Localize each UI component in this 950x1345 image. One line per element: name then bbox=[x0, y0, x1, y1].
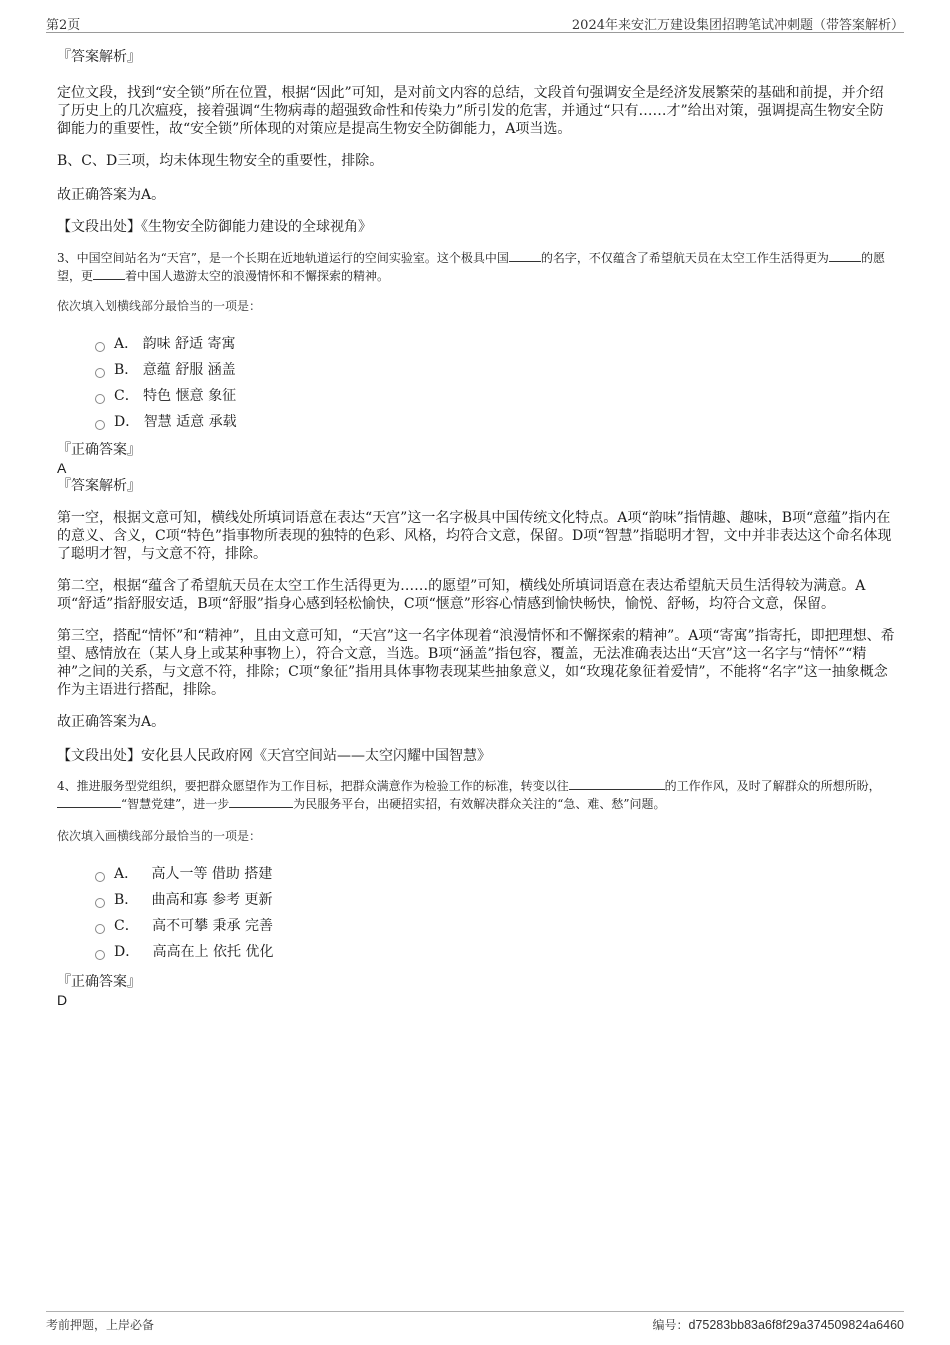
q2-analysis-paragraph-2: B、C、D三项，均未体现生物安全的重要性，排除。 bbox=[57, 153, 384, 169]
q2-source: 【文段出处】《生物安全防御能力建设的全球视角》 bbox=[57, 219, 372, 235]
q4-option-a[interactable]: A． 高人一等 借助 搭建 bbox=[95, 861, 897, 887]
q3-blank-2[interactable] bbox=[829, 249, 861, 262]
q3-analysis-paragraph-1: 第一空，根据文意可知，横线处所填词语意在表达“天宫”这一名字极具中国传统文化特点。A项“韵味”指情趣、趣味，B项“意蕴”指内在的意义、含义，C项“特色”指事物所表现的独特的色彩、风格，均符合文意，保留。D项“智慧”指聪明才智，文中并非表达这个命名体现了聪明才智，与文意不符，排除。 bbox=[57, 510, 892, 562]
radio-icon[interactable] bbox=[95, 924, 105, 934]
q4-blank-2[interactable] bbox=[57, 795, 121, 808]
q3-analysis-paragraph-2: 第二空，根据“蕴含了希望航天员在太空工作生活得更为……的愿望”可知，横线处所填词语意在表达希望航天员生活得较为满意。A项“舒适”指舒服安适，B项“舒服”指身心感到轻松愉快，C项“惬意”形容心情感到愉快畅快，愉悦、舒畅，均符合文意，保留。 bbox=[57, 578, 866, 612]
document-title: 2024年来安汇万建设集团招聘笔试冲刺题（带答案解析） bbox=[571, 18, 904, 33]
radio-icon[interactable] bbox=[95, 950, 105, 960]
q4-option-b[interactable]: B． 曲高和寡 参考 更新 bbox=[95, 887, 897, 913]
q3-stem: 3、中国空间站名为“天宫”，是一个长期在近地轨道运行的空间实验室。这个极具中国 的名字，不仅蕴含了希望航天员在太空工作生活得更为 的愿望，更 着中国人遨游太空的浪漫情怀和不懈探索的精神。 bbox=[57, 251, 885, 283]
q3-blank-1[interactable] bbox=[509, 249, 541, 262]
radio-icon[interactable] bbox=[95, 368, 105, 378]
radio-icon[interactable] bbox=[95, 420, 105, 430]
q3-blank-3[interactable] bbox=[93, 267, 125, 280]
radio-icon[interactable] bbox=[95, 872, 105, 882]
radio-icon[interactable] bbox=[95, 342, 105, 352]
q3-option-b[interactable]: B． 意蕴 舒服 涵盖 bbox=[95, 357, 897, 383]
q3-conclusion: 故正确答案为A。 bbox=[57, 714, 166, 730]
q3-analysis-heading: 『答案解析』 bbox=[57, 478, 141, 494]
q3-answer-heading: 『正确答案』 bbox=[57, 442, 141, 458]
q3-answer: A bbox=[57, 460, 67, 476]
page-content bbox=[57, 44, 897, 1009]
q3-instruction: 依次填入划横线部分最恰当的一项是： bbox=[57, 299, 262, 313]
q3-source: 【文段出处】安化县人民政府网《天宫空间站——太空闪耀中国智慧》 bbox=[57, 748, 491, 764]
q4-option-c[interactable]: C． 高不可攀 秉承 完善 bbox=[95, 913, 897, 939]
page-header bbox=[46, 14, 904, 33]
q3-option-c[interactable]: C． 特色 惬意 象征 bbox=[95, 383, 897, 409]
footer-slogan: 考前押题，上岸必备 bbox=[46, 1318, 155, 1332]
q4-blank-3[interactable] bbox=[229, 795, 293, 808]
q4-instruction: 依次填入画横线部分最恰当的一项是： bbox=[57, 829, 262, 843]
q4-blank-1[interactable] bbox=[569, 777, 665, 790]
q3-option-a[interactable]: A． 韵味 舒适 寄寓 bbox=[95, 331, 897, 357]
q4-stem: 4、推进服务型党组织，要把群众愿望作为工作目标，把群众满意作为检验工作的标准，转变以往 的工作作风，及时了解群众的所想所盼，“智慧党建”，进一步 为民服务平台，出硬招实招，有效解决群众关注的“急、难、愁”问题。 bbox=[57, 779, 881, 811]
radio-icon[interactable] bbox=[95, 394, 105, 404]
page-footer bbox=[46, 1311, 904, 1335]
q3-option-d[interactable]: D． 智慧 适意 承载 bbox=[95, 409, 897, 435]
q4-answer: D bbox=[57, 992, 68, 1008]
q3-options bbox=[95, 331, 897, 435]
radio-icon[interactable] bbox=[95, 898, 105, 908]
document-code: 编号：d75283bb83a6f8f29a374509824a6460 bbox=[652, 1318, 904, 1332]
q4-answer-heading: 『正确答案』 bbox=[57, 974, 141, 990]
q2-conclusion: 故正确答案为A。 bbox=[57, 187, 166, 203]
q2-analysis-heading: 『答案解析』 bbox=[57, 49, 141, 65]
q4-options bbox=[95, 861, 897, 965]
q2-analysis-paragraph-1: 定位文段，找到“安全锁”所在位置，根据“因此”可知，是对前文内容的总结，文段首句强调安全是经济发展繁荣的基础和前提，并介绍了历史上的几次瘟疫，接着强调“生物病毒的超强致命性和传染力”所引发的危害，并通过“只有……才”给出对策，强调提高生物安全防御能力的重要性，故“安全锁”所体现的对策应是提高生物安全防御能力，A项当选。 bbox=[57, 85, 884, 137]
page-number: 第2页 bbox=[46, 18, 81, 33]
q3-analysis-paragraph-3: 第三空，搭配“情怀”和“精神”，且由文意可知，“天宫”这一名字体现着“浪漫情怀和不懈探索的精神”。A项“寄寓”指寄托，即把理想、希望、感情放在（某人身上或某种事物上），符合文意，当选。B项“涵盖”指包容，覆盖，无法准确表达出“天宫”这一名字与“情怀”“精神”之间的关系，与文意不符，排除；C项“象征”指用具体事物表现某些抽象意义，如“玫瑰花象征着爱情”，不能将“名字”这一抽象概念作为主语进行搭配，排除。 bbox=[57, 628, 895, 698]
q4-option-d[interactable]: D． 高高在上 依托 优化 bbox=[95, 939, 897, 965]
